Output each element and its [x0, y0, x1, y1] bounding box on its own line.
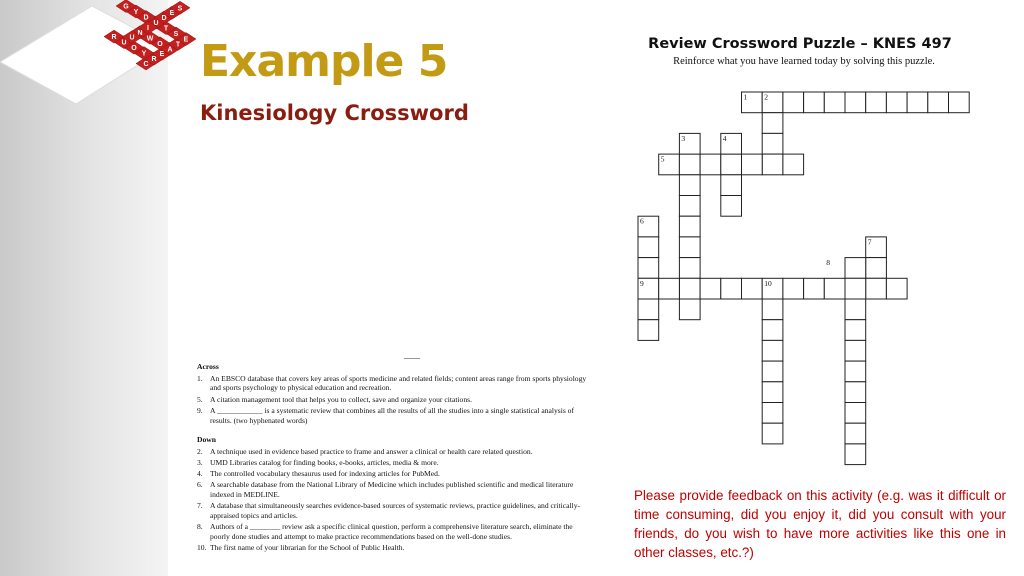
crossword-cell[interactable] — [762, 299, 783, 320]
logo-letter: Y — [133, 9, 139, 16]
crossword-cell[interactable] — [721, 278, 742, 299]
clue-number: 2. — [197, 446, 203, 456]
crossword-cell[interactable] — [845, 92, 866, 113]
logo-letter: I — [147, 24, 149, 32]
clue-number: 3. — [197, 457, 203, 467]
crossword-cell[interactable] — [845, 361, 866, 382]
crossword-cell[interactable] — [949, 92, 970, 113]
logo-letter: E — [183, 36, 189, 44]
crossword-cell[interactable] — [721, 196, 742, 217]
clue-text: The controlled vocabulary thesaurus used for indexing articles for PubMed. — [210, 468, 440, 478]
crossword-cell[interactable] — [638, 320, 659, 341]
crossword-cell[interactable] — [783, 92, 804, 113]
clue-number: 6. — [197, 480, 203, 490]
slide-title: Example 5 — [200, 36, 448, 87]
logo-letter: U — [121, 39, 127, 47]
crossword-cell[interactable] — [845, 299, 866, 320]
crossword-cell[interactable] — [845, 444, 866, 465]
clue-text: A searchable database from the National Library of Medicine which includes published scientific and medical literature indexed in MEDLINE. — [210, 480, 574, 499]
logo-letter: A — [167, 46, 173, 54]
crossword-cell[interactable] — [762, 340, 783, 361]
clue-number-label: 9 — [640, 278, 644, 288]
crossword-cell[interactable] — [804, 92, 825, 113]
logo-letter: G — [123, 3, 129, 11]
logo-letter: N — [137, 29, 143, 37]
crossword-cell[interactable] — [762, 361, 783, 382]
crossword-cell[interactable] — [845, 403, 866, 424]
crossword-cell[interactable] — [742, 278, 763, 299]
clue-text: Authors of a ________ review ask a specific clinical question, perform a comprehensive literature search, eliminate the poorly done studies and attempt to make practice recommendations based on the well-done studies. — [210, 522, 573, 541]
crossword-cell[interactable] — [783, 154, 804, 175]
crossword-cell[interactable] — [679, 216, 700, 237]
clue-number: 7. — [197, 501, 203, 511]
clue-number-label: 4 — [722, 133, 727, 143]
crossword-cell[interactable] — [762, 423, 783, 444]
clue-number: 5. — [197, 394, 203, 404]
crossword-cell[interactable] — [762, 113, 783, 134]
feedback-note: Please provide feedback on this activity (e.g. was it difficult or time consuming, did you enjoy it, did you consult with your friends, do you wish to have more activities like this one in other classes, etc.?) — [634, 488, 1006, 560]
clue-number: 9. — [197, 405, 203, 415]
across-heading: Across — [197, 362, 219, 371]
crossword-cell[interactable] — [762, 154, 783, 175]
clue-number-label: 8 — [826, 258, 831, 268]
clue-number-label: 6 — [640, 216, 644, 226]
crossword-cell[interactable] — [679, 278, 700, 299]
clue-text: UMD Libraries catalog for finding books, e-books, articles, media & more. — [210, 457, 439, 467]
crossword-cell[interactable] — [679, 154, 700, 175]
clue-number: 4. — [197, 468, 203, 478]
puzzle-subtitle: Reinforce what you have learned today by solving this puzzle. — [673, 56, 935, 67]
clue-text: A database that simultaneously searches evidence-based sources of systematic reviews, practice guidelines, and critically-appraised topics and articles. — [210, 501, 581, 520]
clue-text: The first name of your librarian for the School of Public Health. — [210, 543, 405, 552]
clue-text: An EBSCO database that covers key areas of sports medicine and related fields; content areas range from sports physiology and sports psychology to physical education and recreation. — [210, 373, 587, 393]
crossword-cell[interactable] — [866, 258, 887, 279]
crossword-cell[interactable] — [845, 320, 866, 341]
crossword-cell[interactable] — [679, 237, 700, 258]
crossword-cell[interactable] — [824, 278, 845, 299]
crossword-cell[interactable] — [679, 258, 700, 279]
crossword-cell[interactable] — [824, 92, 845, 113]
logo-letter: E — [169, 10, 175, 18]
clue-number-label: 5 — [660, 154, 665, 164]
clue-number-label: 10 — [764, 278, 772, 288]
crossword-cell[interactable] — [700, 278, 721, 299]
logo-letter: Y — [141, 50, 147, 58]
crossword-cell[interactable] — [721, 154, 742, 175]
clue-number-label: 7 — [867, 237, 872, 247]
clue-number-label: 2 — [764, 92, 768, 102]
crossword-cell[interactable] — [679, 196, 700, 217]
logo-letter: D — [161, 15, 167, 23]
logo-letter: O — [131, 45, 137, 53]
slide-subtitle: Kinesiology Crossword — [200, 101, 469, 125]
clue-text: A citation management tool that helps you to collect, save and organize your citations. — [210, 394, 472, 404]
crossword-cell[interactable] — [866, 278, 887, 299]
crossword-cell[interactable] — [845, 340, 866, 361]
crossword-cell[interactable] — [845, 258, 866, 279]
clue-number: 10. — [197, 543, 207, 552]
crossword-cell[interactable] — [638, 299, 659, 320]
crossword-cell[interactable] — [638, 237, 659, 258]
crossword-cell[interactable] — [742, 154, 763, 175]
clue-number-label: 3 — [681, 133, 686, 143]
logo-letter: R — [111, 34, 117, 42]
crossword-cell[interactable] — [886, 278, 907, 299]
logo-letter: U — [129, 34, 135, 42]
clue-number: 8. — [197, 522, 203, 532]
crossword-cell[interactable] — [762, 320, 783, 341]
logo-letter: T — [175, 41, 181, 49]
crossword-cell[interactable] — [845, 423, 866, 444]
crossword-cell[interactable] — [845, 278, 866, 299]
crossword-cell[interactable] — [762, 403, 783, 424]
logo-letter: E — [159, 51, 165, 59]
crossword-cell[interactable] — [845, 382, 866, 403]
clue-text: A technique used in evidence based practice to frame and answer a clinical or health care related question. — [210, 446, 533, 456]
crossword-cell[interactable] — [679, 299, 700, 320]
logo-letter: S — [177, 5, 183, 13]
puzzle-title: Review Crossword Puzzle – KNES 497 — [648, 36, 952, 52]
crossword-cell[interactable] — [907, 92, 928, 113]
logo-letter: U — [153, 20, 159, 27]
crossword-cell[interactable] — [721, 175, 742, 196]
crossword-cell[interactable] — [866, 92, 887, 113]
crossword-cell[interactable] — [679, 175, 700, 196]
crossword-cell[interactable] — [638, 258, 659, 279]
crossword-cell[interactable] — [762, 133, 783, 154]
clue-number: 1. — [197, 373, 203, 383]
clue-text: A ____________ is a systematic review that combines all the results of all the studies into a single statistical analysis of results. (two hyphenated words) — [210, 405, 575, 425]
logo-letter: C — [143, 61, 149, 68]
crossword-cell[interactable] — [804, 278, 825, 299]
crossword-cell[interactable] — [762, 382, 783, 403]
logo-letter: W — [146, 35, 154, 43]
logo-letter: O — [157, 40, 163, 48]
crossword-cell[interactable] — [928, 92, 949, 113]
crossword-cell[interactable] — [700, 154, 721, 175]
clue-number-label: 1 — [743, 92, 748, 102]
crossword-cell[interactable] — [659, 278, 680, 299]
crossword-cell[interactable] — [886, 92, 907, 113]
logo-letter: S — [173, 31, 179, 38]
logo-letter: D — [143, 14, 149, 22]
down-heading: Down — [197, 434, 216, 444]
crossword-cell[interactable] — [783, 278, 804, 299]
logo-letter: T — [163, 25, 169, 33]
logo-letter: R — [151, 56, 157, 64]
